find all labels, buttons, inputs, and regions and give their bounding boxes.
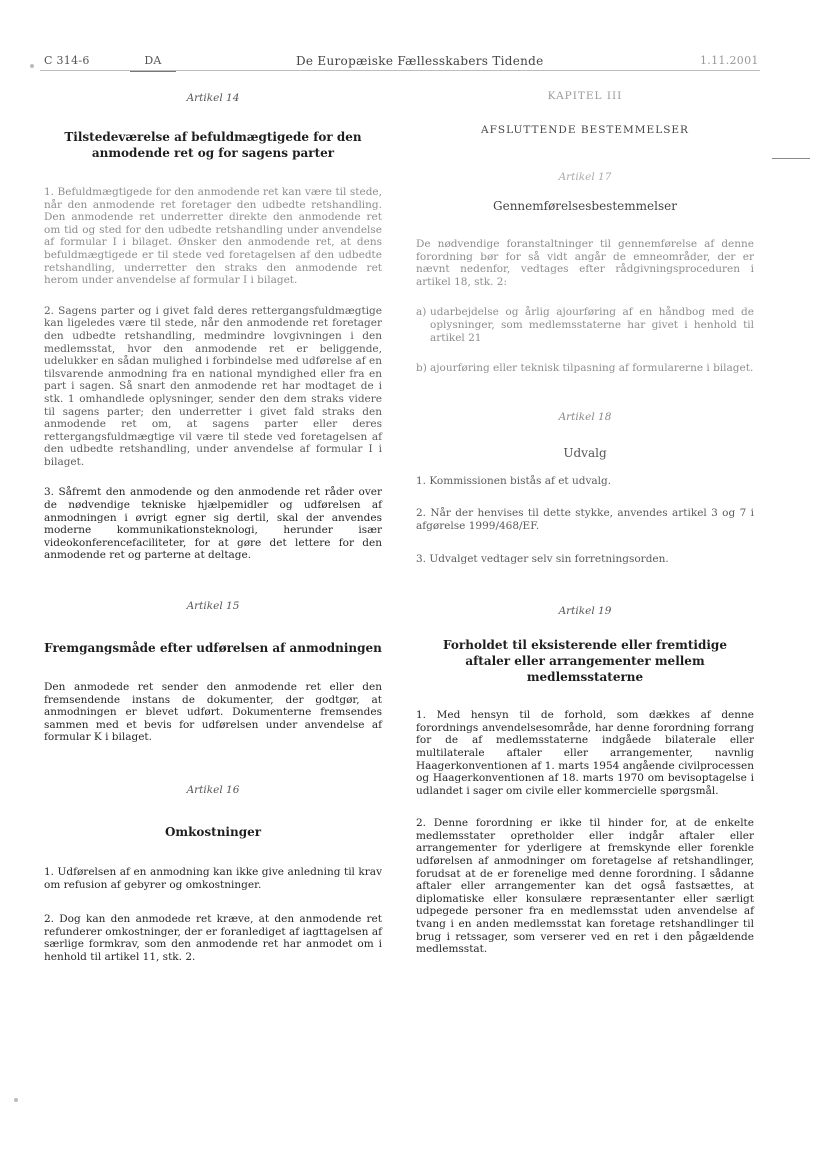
article-15-number: Artikel 15 — [186, 600, 240, 613]
article-16-number: Artikel 16 — [186, 784, 240, 796]
header-rule — [40, 70, 760, 71]
article-19-number: Artikel 19 — [558, 605, 612, 618]
article-16-paragraph-1: 1. Udførelsen af en anmodning kan ikke give anledning til krav om refusion af gebyrer og omkostninger. — [44, 866, 382, 891]
article-14-title: Tilstedeværelse af befuldmægtigede for den anmodende ret og for sagens parter — [64, 130, 362, 160]
article-17-number: Artikel 17 — [558, 171, 612, 183]
article-17-intro: De nødvendige foranstaltninger til gennemførelse af denne forordning bør for så vidt angår de emneområder, der er nævnt nedenfor, vedtages efter rådgivningsproceduren i artikel 18, stk. 2: — [416, 238, 754, 288]
article-16-title: Omkostninger — [164, 825, 262, 839]
chapter-heading: KAPITEL III — [547, 90, 623, 102]
scan-dot — [30, 64, 34, 68]
item-b-text: ajourføring eller teknisk tilpasning af formularerne i bilaget. — [430, 362, 754, 375]
header-language: DA — [130, 54, 176, 72]
article-15-paragraph: Den anmodede ret sender den anmodende ret eller den fremsendende instans de dokumenter, der godtgør, at anmodningen er blevet udført. Dokumenterne fremsendes sammen med et bevis for udførelsen under anvendelse af formular K i bilaget. — [44, 681, 382, 744]
header-reference: C 314-6 — [44, 54, 90, 67]
article-18-paragraph-2: 2. Når der henvises til dette stykke, anvendes artikel 3 og 7 i afgørelse 1999/468/EF. — [416, 507, 754, 532]
margin-mark — [772, 158, 810, 159]
article-15-title: Fremgangsmåde efter udførelsen af anmodningen — [44, 641, 382, 656]
article-17-item-a — [416, 306, 754, 344]
article-19-paragraph-1: 1. Med hensyn til de forhold, som dækkes af denne forordnings anvendelsesområde, har denne forordning forrang for de af medlemsstaterne indgåede bilaterale eller multilaterale aftaler eller arrangementer, navnlig Haagerkonventionen af 1. marts 1954 angående civilprocessen og Haagerkonventionen af 18. marts 1970 om bevisoptagelse i udlandet i sager om civile eller kommercielle spørgsmål. — [416, 709, 754, 797]
article-19-paragraph-2: 2. Denne forordning er ikke til hinder for, at de enkelte medlemsstater opretholder eller indgår aftaler eller arrangementer for yderligere at fremskynde eller forenkle udførelsen af anmodninger om foretagelse af retshandlinger, forudsat at de er forenelige med denne forordning. I sådanne aftaler eller arrangementer kan det også fastsættes, at diplomatiske eller konsulære repræsentanter eller særligt udpegede personer fra en medlemsstat uden anvendelse af tvang i en anden medlemsstat kan foretage retshandlinger til brug i retssager, som verserer ved en ret i den pågældende medlemsstat. — [416, 817, 754, 956]
article-16-paragraph-2: 2. Dog kan den anmodede ret kræve, at den anmodende ret refunderer omkostninger, der er foranlediget af iagttagelsen af særlige formkrav, som den anmodende ret har anmodet om i henhold til artikel 11, stk. 2. — [44, 913, 382, 963]
final-provisions-heading: AFSLUTTENDE BESTEMMELSER — [481, 124, 689, 136]
header-journal-title: De Europæiske Fællesskabers Tidende — [296, 54, 544, 68]
article-18-title: Udvalg — [563, 445, 607, 460]
article-14-paragraph-2: 2. Sagens parter og i givet fald deres rettergangsfuldmægtige kan ligeledes være til stede, når den anmodende ret foretager den udbedte retshandling, medmindre lovgivningen i den medlemsstat, hvor den anmodende ret er beliggende, udelukker en sådan mulighed i forbindelse med udførelse af en tilsvarende anmodning fra en national myndighed eller fra en part i sagen. Så snart den anmodende ret har modtaget de i stk. 1 omhandlede oplysninger, sender den dem straks videre til sagens parter; den underretter i givet fald straks den anmodende ret om, at sagens parter eller deres rettergangsfuldmægtige vil være til stede ved foretagelsen af den udbedte retshandling, under anvendelse af formular I i bilaget. — [44, 304, 382, 468]
item-a-text: udarbejdelse og årlig ajourføring af en håndbog med de oplysninger, som medlemsstaterne har givet i henhold til artikel 21 — [430, 306, 754, 344]
scan-dot — [14, 1098, 18, 1102]
article-18-paragraph-3: 3. Udvalget vedtager selv sin forretningsorden. — [416, 552, 669, 565]
article-18-paragraph-1: 1. Kommissionen bistås af et udvalg. — [416, 474, 612, 487]
article-17-title: Gennemførelsesbestemmelser — [493, 199, 677, 213]
article-17-item-b — [416, 362, 754, 375]
article-14-paragraph-1: 1. Befuldmægtigede for den anmodende ret kan være til stede, når den anmodende ret foretager den udbedte retshandling. Den anmodende ret underretter direkte den anmodende ret om tid og sted for den udbedte retshandling under anvendelse af formular I i bilaget. Ønsker den anmodende ret, at dens befuldmægtigede er til stede ved foretagelsen af den udbedte retshandling, underretter den straks den anmodende ret herom under anvendelse af formular I i bilaget. — [44, 186, 382, 287]
article-14-paragraph-3: 3. Såfremt den anmodende og den anmodende ret råder over de nødvendige tekniske hjælpemidler og udførelsen af anmodningen i øvrigt egner sig dertil, skal der anvendes moderne kommunikationsteknologi, herunder især videokonferencefaciliteter, for at gøre det lettere for den anmodende ret og parterne at deltage. — [44, 486, 382, 562]
article-14-number: Artikel 14 — [186, 92, 240, 104]
header-date: 1.11.2001 — [700, 54, 759, 67]
article-18-number: Artikel 18 — [558, 410, 612, 423]
item-b-label: b) — [416, 362, 427, 375]
article-19-title: Forholdet til eksisterende eller fremtidige aftaler eller arrangementer mellem medlemsstaterne — [443, 638, 727, 685]
left-column — [44, 88, 382, 964]
right-column — [416, 88, 754, 956]
item-a-label: a) — [416, 306, 427, 319]
